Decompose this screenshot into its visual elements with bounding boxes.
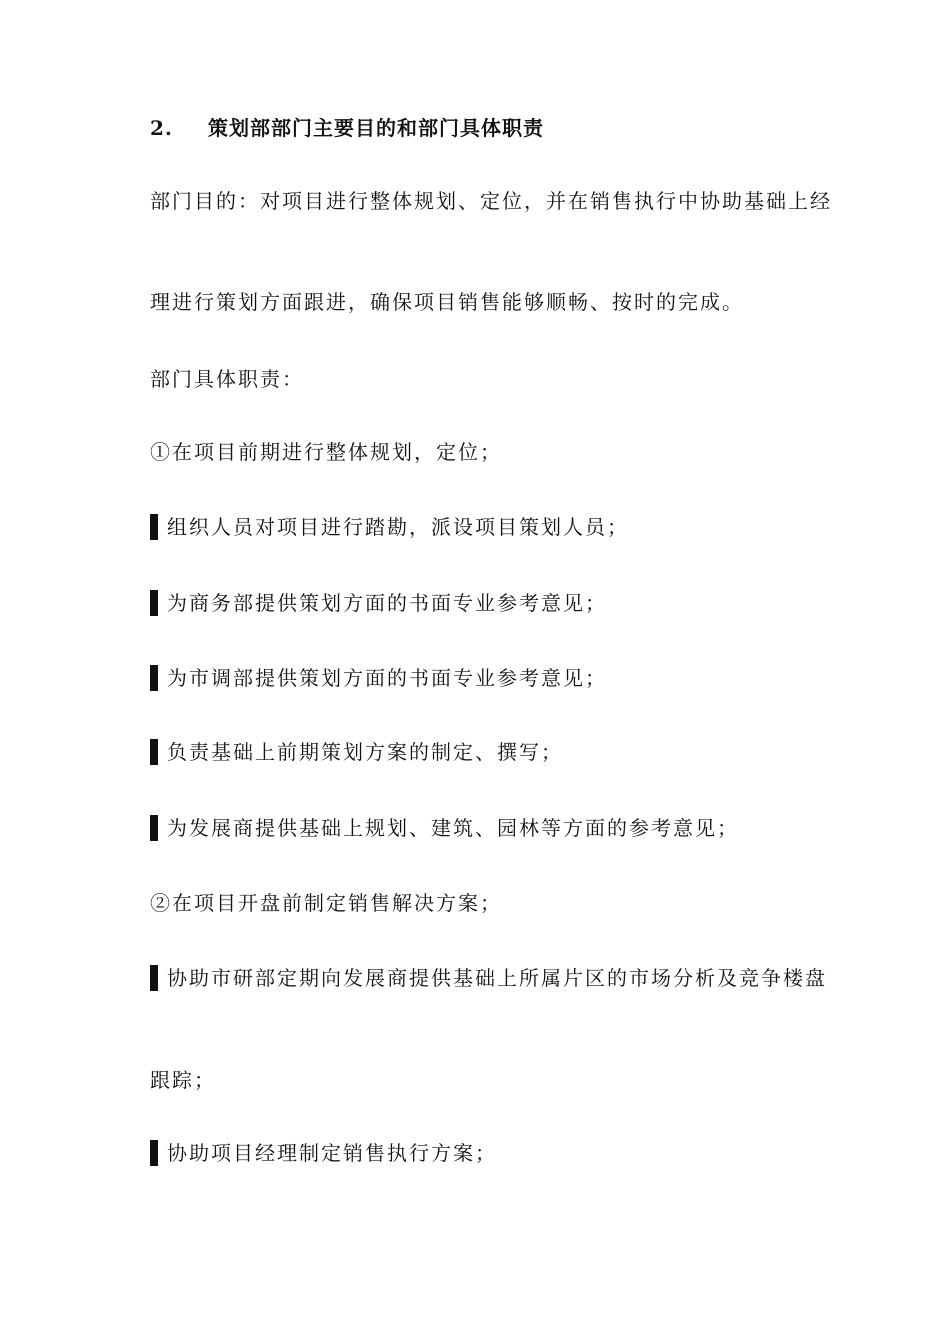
bullet-marker-icon (150, 590, 158, 616)
purpose-line-1: 部门目的：对项目进行整体规划、定位，并在销售执行中协助基础上经 (150, 189, 832, 213)
bullet-item (150, 589, 607, 617)
bullet-item-text: 负责基础上前期策划方案的制定、撰写； (167, 740, 563, 764)
bullet-item-text: 为商务部提供策划方面的书面专业参考意见； (167, 591, 607, 615)
section-number: 2. (150, 116, 173, 140)
bullet-marker-icon (150, 514, 158, 540)
section-heading (150, 114, 544, 142)
bullet-marker-icon (150, 815, 158, 841)
numbered-item: ②在项目开盘前制定销售解决方案； (150, 891, 502, 915)
bullet-item (150, 814, 739, 842)
purpose-line-2: 理进行策划方面跟进，确保项目销售能够顺畅、按时的完成。 (150, 290, 744, 314)
numbered-item: ①在项目前期进行整体规划，定位； (150, 440, 502, 464)
continuation-text: 跟踪； (150, 1068, 216, 1092)
bullet-marker-icon (150, 965, 158, 991)
bullet-item-text: 为发展商提供基础上规划、建筑、园林等方面的参考意见； (167, 816, 739, 840)
bullet-item-text: 组织人员对项目进行踏勘，派设项目策划人员； (167, 515, 629, 539)
bullet-item-text: 协助市研部定期向发展商提供基础上所属片区的市场分析及竞争楼盘 (167, 966, 827, 990)
bullet-item (150, 664, 607, 692)
bullet-item (150, 738, 563, 766)
bullet-marker-icon (150, 1140, 158, 1166)
duties-label: 部门具体职责： (150, 367, 304, 391)
bullet-item (150, 1139, 497, 1167)
bullet-marker-icon (150, 665, 158, 691)
bullet-marker-icon (150, 739, 158, 765)
bullet-item-text: 为市调部提供策划方面的书面专业参考意见； (167, 666, 607, 690)
bullet-item (150, 964, 827, 992)
bullet-item (150, 513, 629, 541)
section-title: 策划部部门主要目的和部门具体职责 (208, 116, 544, 140)
bullet-item-text: 协助项目经理制定销售执行方案； (167, 1141, 497, 1165)
